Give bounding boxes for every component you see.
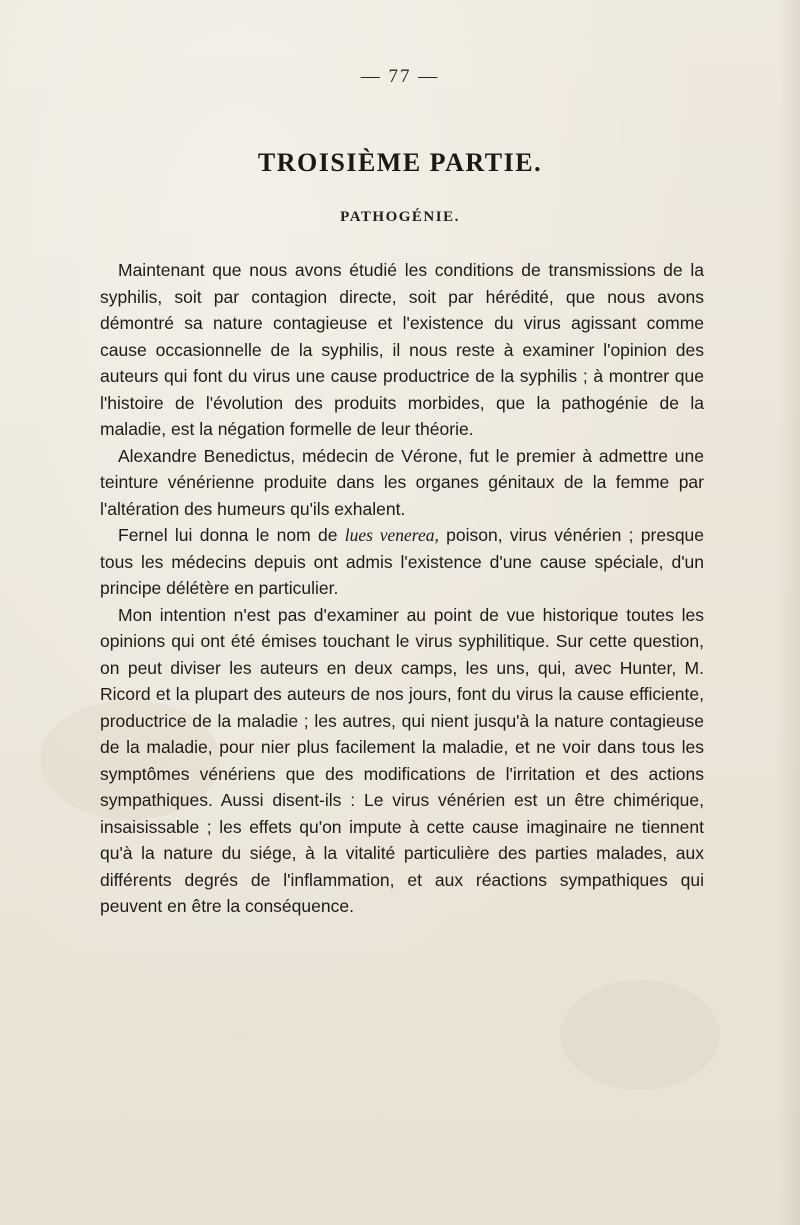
section-title: PATHOGÉNIE. xyxy=(340,209,460,225)
body-text xyxy=(100,257,704,920)
paragraph xyxy=(100,522,704,602)
paragraph-text: Fernel lui donna le nom de xyxy=(118,525,345,545)
page-edge-shadow xyxy=(778,0,800,1225)
paragraph: Maintenant que nous avons étudié les conditions de transmissions de la syphilis, soit par contagion directe, soit par hérédité, que nous avons démontré sa nature contagieuse et l'existence du virus agissant comme cause occasionnelle de la syphilis, il nous reste à examiner l'opinion des auteurs qui font du virus une cause productrice de la syphilis ; à montrer que l'histoire de l'évolution des produits morbides, que la pathogénie de la maladie, est la négation formelle de leur théorie. xyxy=(100,260,704,439)
paper-stain xyxy=(560,980,720,1090)
page-number: — 77 — xyxy=(360,66,440,87)
paragraph: Mon intention n'est pas d'examiner au point de vue historique toutes les opinions qui ont été émises touchant le virus syphilitique. Sur cette question, on peut diviser les auteurs en deux camps, les uns, qui, avec Hunter, M. Ricord et la plupart des auteurs de nos jours, font du virus la cause efficiente, productrice de la maladie ; les autres, qui nient jusqu'à la nature contagieuse de la maladie, pour nier plus facilement la maladie, et ne voir dans tous les symptômes vénériens que des modifications de l'irritation et des actions sympathiques. Aussi disent-ils : Le virus vénérien est un être chimérique, insaisissable ; les effets qu'on impute à cette cause imaginaire ne tiennent qu'à la nature du siége, à la vitalité particulière des parties malades, aux différents degrés de l'inflammation, et aux réactions sympathiques qui peuvent en être la conséquence. xyxy=(100,604,704,916)
latin-term: lues venerea, xyxy=(344,525,439,545)
part-title: TROISIÈME PARTIE. xyxy=(257,148,543,177)
paragraph: Alexandre Benedictus, médecin de Vérone, fut le premier à admettre une teinture vénérienne produite dans les organes génitaux de la femme par l'altération des humeurs qu'ils exhalent. xyxy=(100,445,704,519)
paragraph-text: poison, virus vénérien ; presque tous les médecins depuis ont admis l'existence d'une cause spéciale, d'un principe délétère en particulier. xyxy=(100,525,705,598)
